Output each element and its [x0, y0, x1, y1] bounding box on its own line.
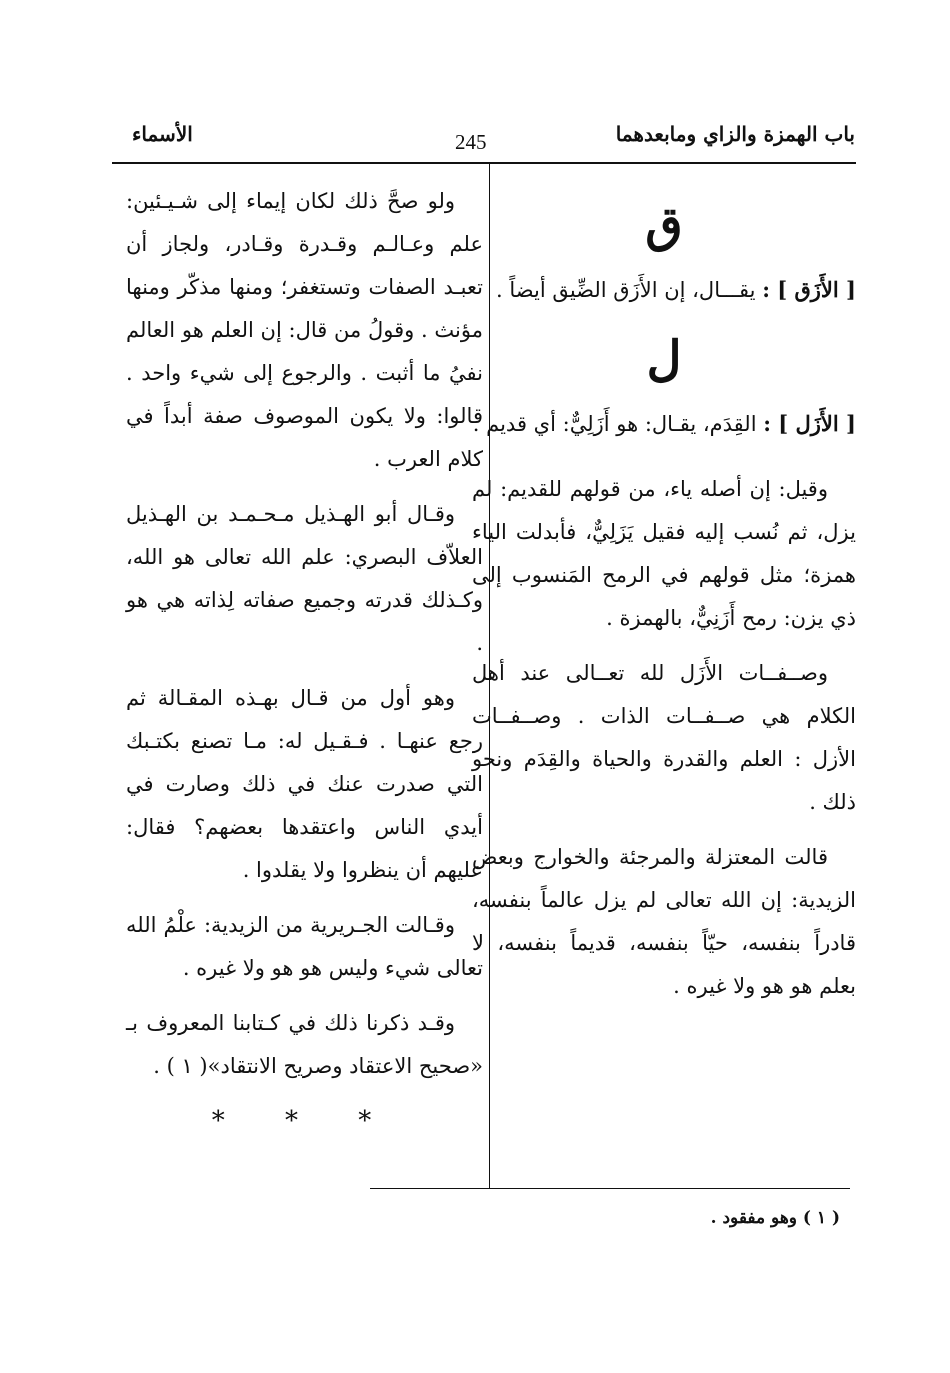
section-end-stars: * * * — [211, 1106, 398, 1136]
paragraph: قالت المعتزلة والمرجئة والخوارج وبعض الزيدية: إن الله تعالى لم يزل عالماً بنفسه، قادراً بنفسه، حيّاً بنفسه، قديماً بنفسه، لا بعلم هو هو ولا غيره . — [472, 845, 856, 998]
running-header-chapter: باب الهمزة والزاي ومابعدهما — [615, 122, 855, 146]
paragraph: وقـال أبو الهـذيل مـحـمـد بن الهـذيل العلاّف البصري: علم الله تعالى هو الله، وكـذلك قدرته وجميع صفاته لِذاته هي هو . — [126, 502, 483, 655]
entry-azal — [472, 402, 856, 446]
paragraph: ولو صحَّ ذلك لكان إيماء إلى شـيـئين: علم وعـالـم وقـدرة وقـادر، ولجاز أن تعبـد الصفات وتستغفر؛ ومنها مذكّر ومنها مؤنث . وقولُ من قال: إن العلم هو العالم نفيُ ما أثبت . والرجوع إلى شيء واحد . قالوا: ولا يكون الموصوف صفة أبداً في كلام العرب . — [126, 189, 483, 471]
entry-text: القِدَم، يقـال: هو أَزَلِيٌّ: أي قديم . — [472, 412, 764, 436]
footnote: ( ١ ) وهو مفقود . — [710, 1208, 840, 1228]
page-number: 245 — [455, 130, 487, 154]
entry-azaq — [472, 268, 856, 312]
paragraph: وصــفــات الأَزَل لله تعــالى عند أهل الكلام هي صــفــات الذات . وصــفــات الأزل : العلم والقدرة والحياة والقِدَم ونحو ذلك . — [472, 661, 856, 814]
entry-term: [ الأَزَل ] : — [763, 411, 856, 436]
paragraph: وقـد ذكرنا ذلك في كـتابنا المعروف بـ «صحيح الاعتقاد وصريح الانتقاد»( ١ ) . — [126, 1011, 483, 1078]
entry-term: [ الأَزَق ] : — [762, 277, 856, 302]
paragraph: وقـالت الجـريرية من الزيدية: علْمُ الله تعالى شيء وليس هو هو ولا غيره . — [126, 913, 483, 980]
section-letter-qaf: ق — [645, 197, 683, 253]
paragraph: وهو أول من قـال بهـذه المقـالة ثم رجع عنهـا . فـقـيل له: مـا تصنع بكتـبك التي صدرت عنك في ذلك وصارت في أيدي الناس واعتقدها بعضهم؟ فقال: عليهم أن ينظروا ولا يقلدوا . — [126, 686, 483, 882]
section-letter-lam: ل — [646, 331, 682, 387]
running-header-section: الأسماء — [132, 122, 193, 146]
right-column — [472, 180, 856, 1020]
entry-text: يقـــال، إن الأَزَق الضِّيق أيضاً . — [496, 278, 763, 302]
header-rule — [112, 162, 856, 164]
left-column — [126, 180, 483, 1143]
footnote-rule — [370, 1188, 850, 1189]
paragraph: وقيل: إن أصله ياء، من قولهم للقديم: لم يزل، ثم نُسب إليه فقيل يَزَلِيٌّ، فأبدلت الياء همزة؛ مثل قولهم في الرمح المَنسوب إلى ذي يزن: رمح أَزَنِيٌّ، بالهمزة . — [472, 477, 856, 630]
